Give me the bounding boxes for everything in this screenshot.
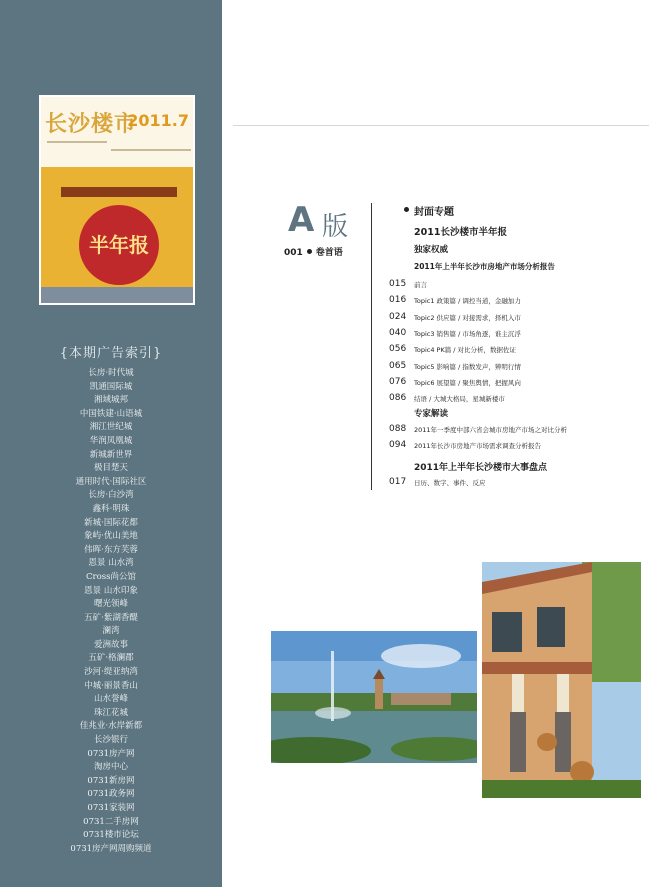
toc-entry[interactable]: Topic1 政策篇 / 调控当道，金融加力 [414, 297, 521, 306]
toc-main-title: 2011长沙楼市半年报 [414, 227, 507, 238]
toc-page-number[interactable]: 016 [389, 295, 407, 306]
toc-page-number[interactable]: 076 [389, 376, 407, 387]
ad-index-item[interactable]: 0731政务网 [87, 789, 135, 800]
ad-index-item[interactable]: 华润凤凰城 [89, 435, 133, 446]
toc-entry[interactable]: Topic3 销售篇 / 市场角逐，谁主沉浮 [414, 329, 521, 338]
ad-index-item[interactable]: 佳兆业·水岸新都 [79, 721, 143, 732]
lake-fountain-photo [271, 631, 477, 763]
ad-index-item[interactable]: 长房·时代城 [88, 368, 134, 378]
bullet-icon [307, 249, 312, 254]
toc-page-number[interactable]: 024 [389, 311, 407, 322]
ad-index-item[interactable]: 爱洲故事 [93, 639, 128, 650]
villa-building-photo [482, 562, 641, 798]
ad-index-item[interactable]: 极目楚天 [93, 463, 128, 474]
cover-divider [47, 141, 107, 143]
toc-page-number[interactable]: 056 [389, 344, 407, 355]
ad-index-list [0, 367, 222, 856]
toc-page-number: 001 [284, 248, 303, 258]
cover-badge-text: 半年报 [89, 233, 149, 257]
toc-page-number[interactable]: 065 [389, 360, 407, 371]
ad-index-item[interactable]: 澜湾 [102, 626, 120, 637]
column-divider [371, 203, 372, 490]
ad-index-item[interactable]: 长房·白沙湾 [88, 490, 134, 501]
cover-topic-heading: 封面专题 [414, 207, 454, 218]
ad-index-item[interactable]: 凯通国际城 [89, 381, 133, 392]
ad-index-item[interactable]: Cross尚公馆 [86, 571, 136, 582]
toc-page-number[interactable]: 086 [389, 393, 407, 404]
ad-index-item[interactable]: 沙河·缇亚纳湾 [84, 667, 138, 678]
toc-subheading-exclusive: 独家权威 [414, 245, 449, 255]
toc-entry[interactable]: Topic6 展望篇 / 聚焦舆情，把握风向 [414, 378, 521, 387]
section-letter: A [288, 200, 315, 240]
toc-entry[interactable]: 2011年一季度中部六省会城市房地产市场之对比分析 [414, 426, 568, 434]
toc-page-number[interactable]: 094 [389, 440, 407, 450]
toc-entry-title: 卷首语 [315, 248, 343, 258]
ad-index-item[interactable]: 珠江花城 [93, 707, 128, 718]
toc-page-number[interactable]: 088 [389, 424, 407, 434]
toc-report-title: 2011年上半年长沙市房地产市场分析报告 [414, 262, 555, 271]
ad-index-item[interactable]: 新城·国际花都 [84, 517, 138, 528]
toc-entry[interactable]: Topic5 影响篇 / 指数发声，辨明行情 [414, 362, 521, 371]
ad-index-item[interactable]: 恩景 山水印象 [84, 585, 138, 596]
toc-entry[interactable]: 日历、数字、事件、反应 [414, 479, 486, 487]
ad-index-item[interactable]: 湘江世纪城 [89, 422, 133, 433]
toc-entry[interactable]: 前言 [414, 281, 427, 289]
toc-page-number[interactable]: 040 [389, 327, 407, 338]
ad-index-item[interactable]: 0731房产网 [87, 748, 135, 759]
toc-entry[interactable]: Topic4 PK篇 / 对比分析，数据佐证 [414, 346, 517, 355]
toc-entry[interactable]: 结语 / 大城大格局，星城新楼市 [414, 395, 505, 404]
ad-index-item[interactable]: 0731楼市论坛 [83, 830, 139, 841]
ad-index-item[interactable]: 通用时代·国际社区 [75, 476, 147, 487]
toc-entry[interactable]: 2011年长沙市房地产市场需求调查分析报告 [414, 442, 542, 450]
cover-skyline [41, 287, 193, 303]
bullet-icon [404, 207, 409, 212]
ad-index-item[interactable]: 恩景 山水湾 [88, 558, 134, 569]
ad-index-item[interactable]: 象屿·优山美地 [84, 531, 138, 542]
ad-index-heading: {本期广告索引} [59, 346, 163, 361]
ad-index-item[interactable]: 0731家装网 [87, 803, 135, 813]
ad-index-item[interactable]: 中国铁建·山语城 [79, 408, 143, 419]
toc-subheading-events: 2011年上半年长沙楼市大事盘点 [414, 463, 548, 473]
toc-entry-editorial[interactable] [284, 245, 343, 258]
cover-band [61, 187, 177, 197]
ad-index-item[interactable]: 0731新房网 [87, 775, 135, 786]
ad-index-item[interactable]: 湘域城邦 [93, 395, 128, 406]
ad-index-item[interactable]: 曙光领峰 [93, 599, 128, 610]
magazine-cover-image[interactable] [39, 95, 195, 305]
sidebar [0, 0, 222, 887]
header-rule [233, 125, 649, 126]
ad-index-item[interactable]: 0731二手房网 [83, 816, 139, 827]
ad-index-item[interactable]: 淘房中心 [93, 762, 128, 773]
cover-year: 2011.7 [127, 111, 189, 130]
ad-index-item[interactable]: 伟晖·东方芙蓉 [84, 544, 138, 555]
ad-index-item[interactable]: 长沙银行 [93, 735, 128, 746]
ad-index-item[interactable]: 新城新世界 [89, 449, 133, 460]
cover-title: 长沙楼市 [45, 111, 138, 137]
ad-index-item[interactable]: 山水誉峰 [93, 694, 128, 705]
toc-page-number[interactable]: 017 [389, 477, 407, 487]
ad-index-item[interactable]: 鑫科·明珠 [92, 503, 130, 514]
ad-index-item[interactable]: 五矿·紫湖香醍 [84, 612, 138, 623]
section-label: 版 [322, 212, 349, 242]
ad-index-item[interactable]: 五矿·格澜郡 [88, 653, 134, 664]
toc-subheading-expert: 专家解读 [414, 409, 449, 419]
ad-index-item[interactable]: 中城·丽景香山 [84, 680, 138, 691]
cover-divider [111, 149, 191, 151]
toc-page-number[interactable]: 015 [389, 279, 407, 289]
toc-entry[interactable]: Topic2 供应篇 / 对接需求，择机入市 [414, 313, 521, 322]
ad-index-item[interactable]: 0731房产网周购频道 [70, 843, 152, 854]
